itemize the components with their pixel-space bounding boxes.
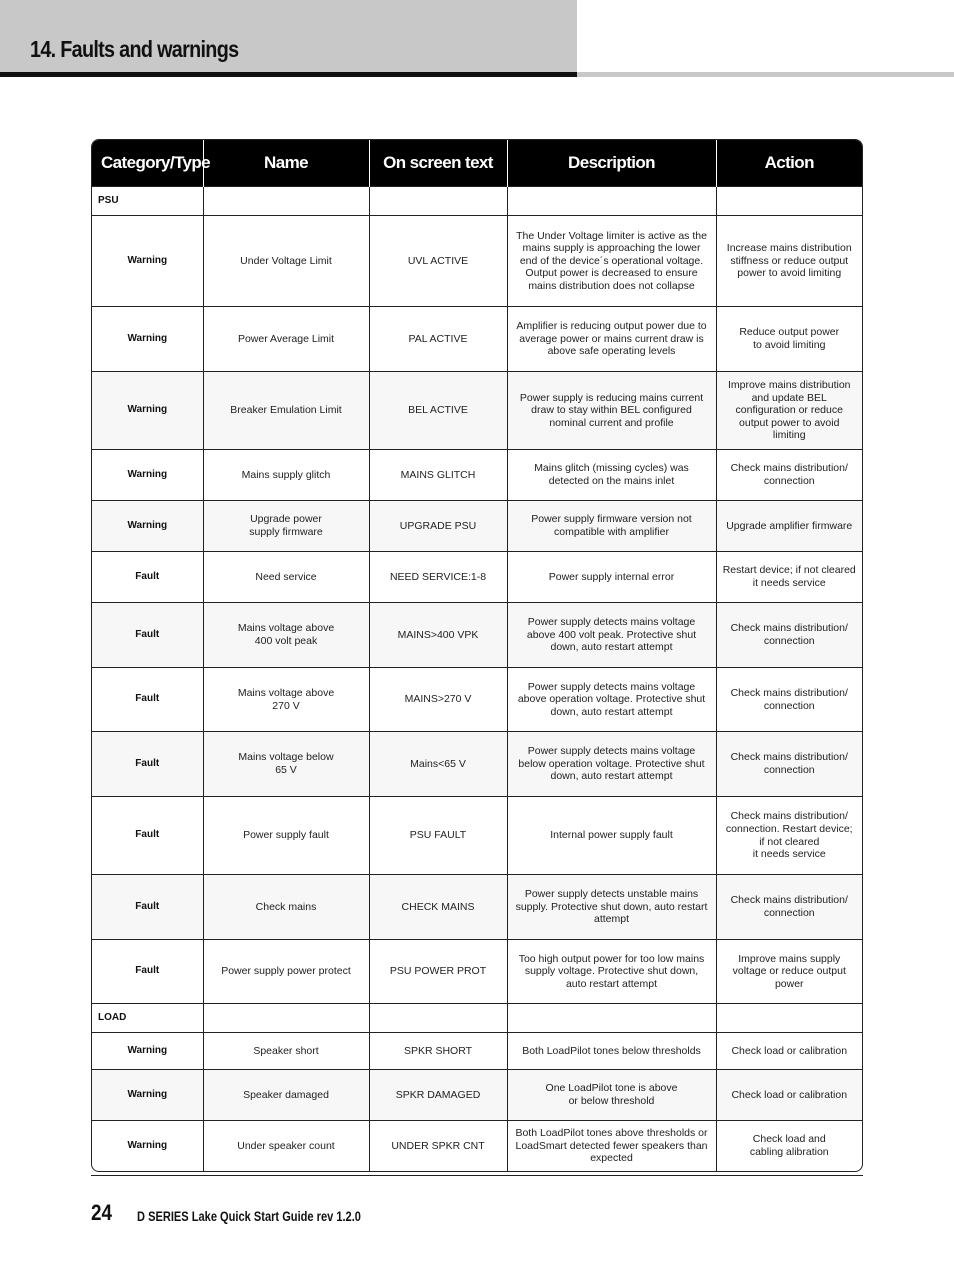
table-row xyxy=(92,552,862,603)
cell-name: Mains voltage above 270 V xyxy=(203,668,369,732)
cell-action: Increase mains distribution stiffness or reduce output power to avoid limiting xyxy=(716,216,862,307)
cell-category: PSU xyxy=(92,187,203,216)
cell-action xyxy=(716,1004,862,1033)
cell-on-screen-text: SPKR DAMAGED xyxy=(369,1070,507,1121)
page-title: 14. Faults and warnings xyxy=(30,36,239,62)
cell-name: Mains supply glitch xyxy=(203,450,369,501)
cell-description: Too high output power for too low mains supply voltage. Protective shut down, auto restart attempt xyxy=(507,940,716,1004)
cell-description: Power supply detects mains voltage above operation voltage. Protective shut down, auto restart attempt xyxy=(507,668,716,732)
cell-description: Both LoadPilot tones below thresholds xyxy=(507,1033,716,1070)
cell-category: Fault xyxy=(92,603,203,668)
cell-description: Power supply firmware version not compatible with amplifier xyxy=(507,501,716,552)
table-row xyxy=(92,1070,862,1121)
cell-description: Internal power supply fault xyxy=(507,797,716,875)
cell-on-screen-text: UVL ACTIVE xyxy=(369,216,507,307)
cell-name: Mains voltage below 65 V xyxy=(203,732,369,797)
cell-on-screen-text: UPGRADE PSU xyxy=(369,501,507,552)
cell-on-screen-text: BEL ACTIVE xyxy=(369,372,507,450)
cell-action: Check mains distribution/ connection xyxy=(716,668,862,732)
cell-description: Power supply detects unstable mains supply. Protective shut down, auto restart attempt xyxy=(507,875,716,940)
cell-category: Warning xyxy=(92,501,203,552)
cell-category: Warning xyxy=(92,450,203,501)
cell-on-screen-text: PSU FAULT xyxy=(369,797,507,875)
table-row xyxy=(92,603,862,668)
table-row xyxy=(92,797,862,875)
cell-category: Warning xyxy=(92,1070,203,1121)
table-row xyxy=(92,875,862,940)
cell-action xyxy=(716,187,862,216)
table-row xyxy=(92,216,862,307)
cell-action: Check load or calibration xyxy=(716,1033,862,1070)
cell-on-screen-text: PAL ACTIVE xyxy=(369,307,507,372)
cell-action: Improve mains supply voltage or reduce output power xyxy=(716,940,862,1004)
cell-on-screen-text: UNDER SPKR CNT xyxy=(369,1121,507,1172)
cell-name: Check mains xyxy=(203,875,369,940)
cell-description: One LoadPilot tone is above or below threshold xyxy=(507,1070,716,1121)
cell-action: Check load or calibration xyxy=(716,1070,862,1121)
table-row xyxy=(92,501,862,552)
section-row xyxy=(92,1004,862,1033)
cell-category: Warning xyxy=(92,216,203,307)
cell-name: Under speaker count xyxy=(203,1121,369,1172)
cell-name: Upgrade power supply firmware xyxy=(203,501,369,552)
cell-on-screen-text: SPKR SHORT xyxy=(369,1033,507,1070)
column-header: Action xyxy=(716,140,862,187)
cell-on-screen-text: MAINS GLITCH xyxy=(369,450,507,501)
cell-name: Power supply power protect xyxy=(203,940,369,1004)
cell-description: Power supply detects mains voltage above 400 volt peak. Protective shut down, auto restart attempt xyxy=(507,603,716,668)
cell-category: Fault xyxy=(92,797,203,875)
cell-name: Speaker short xyxy=(203,1033,369,1070)
cell-description: Both LoadPilot tones above thresholds or LoadSmart detected fewer speakers than expected xyxy=(507,1121,716,1172)
table-row xyxy=(92,1033,862,1070)
cell-on-screen-text: MAINS>400 VPK xyxy=(369,603,507,668)
cell-description: Power supply is reducing mains current draw to stay within BEL configured nominal current and profile xyxy=(507,372,716,450)
cell-action: Reduce output power to avoid limiting xyxy=(716,307,862,372)
cell-action: Check load and cabling alibration xyxy=(716,1121,862,1172)
column-header: Description xyxy=(507,140,716,187)
column-header: On screen text xyxy=(369,140,507,187)
cell-name: Power supply fault xyxy=(203,797,369,875)
page-number: 24 xyxy=(91,1200,113,1225)
cell-action: Improve mains distribution and update BEL configuration or reduce output power to avoid limiting xyxy=(716,372,862,450)
column-header: Category/Type xyxy=(92,140,203,187)
footer-text: D SERIES Lake Quick Start Guide rev 1.2.0 xyxy=(137,1209,361,1224)
column-header: Name xyxy=(203,140,369,187)
table-row xyxy=(92,450,862,501)
cell-name: Mains voltage above 400 volt peak xyxy=(203,603,369,668)
table-row xyxy=(92,668,862,732)
cell-on-screen-text xyxy=(369,1004,507,1033)
cell-action: Check mains distribution/ connection xyxy=(716,875,862,940)
cell-action: Check mains distribution/ connection xyxy=(716,732,862,797)
cell-category: Fault xyxy=(92,668,203,732)
header-rule-dark xyxy=(0,72,577,77)
table-header-row xyxy=(92,140,862,187)
cell-on-screen-text: NEED SERVICE:1-8 xyxy=(369,552,507,603)
cell-category: Warning xyxy=(92,1033,203,1070)
cell-action: Upgrade amplifier firmware xyxy=(716,501,862,552)
cell-action: Check mains distribution/ connection xyxy=(716,603,862,668)
cell-on-screen-text: CHECK MAINS xyxy=(369,875,507,940)
cell-on-screen-text xyxy=(369,187,507,216)
cell-on-screen-text: Mains<65 V xyxy=(369,732,507,797)
cell-description xyxy=(507,187,716,216)
faults-table xyxy=(92,140,862,1171)
cell-category: Fault xyxy=(92,552,203,603)
cell-category: Warning xyxy=(92,307,203,372)
cell-name: Breaker Emulation Limit xyxy=(203,372,369,450)
cell-description: The Under Voltage limiter is active as the mains supply is approaching the lower end of the device´s operational voltage. Output power is decreased to ensure mains distribution does not collapse xyxy=(507,216,716,307)
cell-action: Check mains distribution/ connection xyxy=(716,450,862,501)
cell-name: Power Average Limit xyxy=(203,307,369,372)
cell-category: Fault xyxy=(92,940,203,1004)
table-row xyxy=(92,372,862,450)
cell-description: Power supply internal error xyxy=(507,552,716,603)
cell-category: Warning xyxy=(92,1121,203,1172)
table-body xyxy=(92,187,862,1172)
faults-table-container xyxy=(91,139,863,1172)
cell-action: Restart device; if not cleared it needs service xyxy=(716,552,862,603)
table-row xyxy=(92,307,862,372)
cell-action: Check mains distribution/ connection. Restart device; if not cleared it needs service xyxy=(716,797,862,875)
cell-on-screen-text: MAINS>270 V xyxy=(369,668,507,732)
cell-description: Power supply detects mains voltage below operation voltage. Protective shut down, auto restart attempt xyxy=(507,732,716,797)
table-row xyxy=(92,940,862,1004)
cell-description: Amplifier is reducing output power due to average power or mains current draw is above safe operating levels xyxy=(507,307,716,372)
cell-category: LOAD xyxy=(92,1004,203,1033)
cell-category: Fault xyxy=(92,875,203,940)
cell-name: Speaker damaged xyxy=(203,1070,369,1121)
cell-description xyxy=(507,1004,716,1033)
cell-on-screen-text: PSU POWER PROT xyxy=(369,940,507,1004)
cell-description: Mains glitch (missing cycles) was detected on the mains inlet xyxy=(507,450,716,501)
footer-rule xyxy=(91,1175,863,1176)
header-rule-light xyxy=(577,72,954,77)
table-row xyxy=(92,1121,862,1172)
section-row xyxy=(92,187,862,216)
cell-name: Under Voltage Limit xyxy=(203,216,369,307)
cell-name xyxy=(203,1004,369,1033)
cell-category: Fault xyxy=(92,732,203,797)
cell-name xyxy=(203,187,369,216)
cell-category: Warning xyxy=(92,372,203,450)
table-row xyxy=(92,732,862,797)
cell-name: Need service xyxy=(203,552,369,603)
